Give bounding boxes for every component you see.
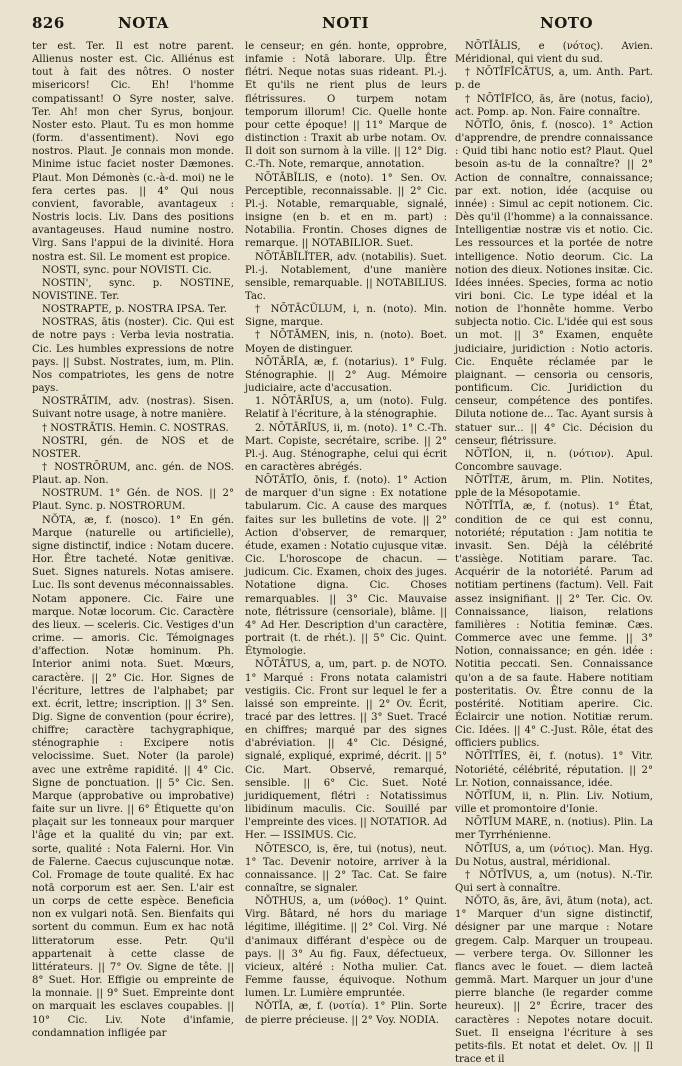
entry-notaculum: † NŌTĀCŬLUM, i, n. (noto). Min. Signe, marque. [245,304,447,329]
entry-nostri: NOSTRI, gén. de NOS et de NOSTER. [32,435,234,460]
running-header [0,14,682,36]
entry-nosti: NOSTI, sync. pour NOVISTI. Cic. [42,264,212,276]
entry-nostratim: NOSTRĀTIM, adv. (nostras). Sisen. Suivant notre usage, à notre manière. [32,396,234,421]
entry-notivus: † NŌTĬVUS, a, um (notus). N.-Tir. Qui sert à connaître. [455,869,653,894]
entry-nostras: NOSTRAS, ātis (noster). Cic. Qui est de notre pays : Verba levia nostratia. Cic. Les humbles expressions de notre pays. || Subst. Nostrates, ium, m. Plin. Nos compatriotes, les gens de notre pays. [32,317,234,395]
column-left [32,40,234,1039]
entry-notamen: † NŌTĀMEN, inis, n. (noto). Boet. Moyen de distinguer. [245,330,447,355]
entry-notarius-1: 1. NŌTĀRĬUS, a, um (noto). Fulg. Relatif à l'écriture, à la sténographie. [245,396,447,421]
entry-notities: NŌTĬTĬES, ēi, f. (notus). 1° Vitr. Notoriété, célébrité, réputation. || 2° Lr. Notion, connaissance, idée. [455,751,653,789]
column-center [245,40,447,1026]
entry-notabiliter: NŌTĀBĬLĬTER, adv. (notabilis). Suet. Pl.-j. Notablement, d'une manière sensible, remarquable. || NOTABILIUS. Tac. [245,251,447,302]
guide-word-right: NOTO [540,14,594,32]
entry-nothus: NŎTHUS, a, um (νόθος). 1° Quint. Virg. Bâtard, né hors du mariage légitime, illégitime. || 2° Col. Virg. Né d'animaux différant d'espèce ou de pays. || 3° Au fig. Faux, défectueux, vicieux, altéré : Notha mulier. Cat. Femme fausse, équivoque. Nothum lumen. Lr. Lumière empruntée. [245,896,447,1000]
entry-notabilis: NŌTĀBĬLIS, e (noto). 1° Sen. Ov. Perceptible, reconnaissable. || 2° Cic. Pl.-j. Notable, remarquable, signalé, insigne (en b. et en m. part) : Notabilia. Frontin. Choses dignes de remarque. || NOTABILIOR. Suet. [245,172,447,250]
entry-notia: NŎTĬA, æ, f. (νοτία). 1° Plin. Sorte de pierre précieuse. || 2° Voy. NODIA. [245,1001,447,1026]
entry-notialis: NŌTĬĀLIS, e (νότος). Avien. Méridional, qui vient du sud. [455,41,653,66]
entry-nostrum: NOSTRUM. 1° Gén. de NOS. || 2° Plaut. Sync. p. NOSTRORUM. [32,488,234,513]
entry-notitia: NŌTĬTĬA, æ, f. (notus). 1° État, condition de ce qui est connu, notoriété; réputation : Jam notitia te invasit. Sen. Déjà la célébrité t'assiège. Notitiam parare. Tac. Acquérir de la notoriété. Parum ad notitiam pertinens (factum). Vell. Fait assez insignifiant. || 2° Ter. Cic. Ov. Connaissance, liaison, relations familières : Notitia feminæ. Cæs. Commerce avec une femme. || 3° Notion, connaissance; en gén. idée : Notitia peccati. Sen. Connaissance qu'on a de sa faute. Habere notitiam posteritatis. Ov. Être connu de la postérité. Notitiam aperire. Cic. Éclaircir une notion. Notitiæ rerum. Cic. Idées. || 4° C.-Just. Rôle, état des officiers publics. [455,501,653,750]
entry-nota: NŎTA, æ, f. (nosco). 1° En gén. Marque (naturelle ou artificielle), signe distinctif, indice : Notam ducere. Hor. Être tacheté. Notæ genitivæ. Suet. Signes naturels. Notas amisere. Luc. Ils sont devenus méconnaissables. Notam apponere. Cic. Faire une marque. Notæ locorum. Cic. Caractère des lieux. — sceleris. Cic. Vestiges d'un crime. — amoris. Cic. Témoignages d'affection. Notæ hominum. Ph. Interior animi nota. Suet. Mœurs, caractère. || 2° Cic. Hor. Signes de l'écriture, lettres de l'alphabet; par ext. écrit, lettre; inscription. || 3° Sen. Dig. Signe de convention (pour écrire), chiffre; caractère tachygraphique, sténographie : Excipere notis velocissime. Suet. Noter (la parole) avec une extrême rapidité. || 4° Cic. Signe de ponctuation. || 5° Cic. Sen. Marque (approbative ou improbative) faite sur un livre. || 6° Étiquette qu'on plaçait sur les tonneaux pour marquer l'âge et la qualité du vin; par ext. sorte, qualité : Nota Falerni. Hor. Vin de Falerne. Caecus cujuscunque notæ. Col. Fromage de toute qualité. Ex hac notā corporum est aer. Sen. L'air est un corps de cette espèce. Beneficia non ex vulgari notā. Sen. Bienfaits qui sortent du commun. Eum ex hac notā litteratorum esse. Petr. Qu'il appartenait à cette classe de littérateurs. || 7° Ov. Signe de tête. || 8° Suet. Hor. Effigie ou empreinte de la monnaie. || 9° Suet. Empreinte dont on marquait les esclaves coupables. || 10° Cic. Liv. Note d'infamie, condamnation infligée par [32,514,234,1039]
entry-nostin: NOSTIN', sync. p. NOSTINE, NOVISTINE. Ter. [32,277,234,302]
entry-notaria: NŌTĀRĬA, æ, f. (notarius). 1° Fulg. Sténographie. || 2° Aug. Mémoire judiciaire, acte d'accusation. [245,356,447,395]
entry-notarius-2: 2. NŌTĀRĬUS, ii, m. (noto). 1° C.-Th. Mart. Copiste, secrétaire, scribe. || 2° Pl.-j. Aug. Sténographe, celui qui écrit en caractères abrégés. [245,422,447,473]
entry-notesco: NŌTESCO, is, ēre, tui (notus), neut. 1° Tac. Devenir notoire, arriver à la connaissance. || 2° Tac. Cat. Se faire connaître, se signaler. [245,843,447,894]
entry-notatus: NŌTĀTUS, a, um, part. p. de NOTO. 1° Marqué : Frons notata calamistri vestigiis. Cic. Front sur lequel le fer a laissé son empreinte. || 2° Ov. Écrit, tracé par des lettres. || 3° Suet. Tracé en chiffres; marqué par des signes d'abréviation. || 4° Cic. Désigné, signalé, expliqué, exprimé, décrit. || 5° Cic. Mart. Observé, remarqué, sensible. || 6° Cic. Suet. Noté juridiquement, flétri : Notatissimus libidinum maculis. Cic. Souillé par l'empreinte des vices. || NOTATIOR. Ad Her. — ISSIMUS. Cic. [245,659,447,842]
entry-notatio: NŌTĀTĬO, ōnis, f. (noto). 1° Action de marquer d'un signe : Ex notatione tabularum. Cic. A cause des marques faites sur les bulletins de vote. || 2° Action d'observer, de remarquer, étude, examen : Notatio cujusque vitæ. Cic. L'horoscope de chacun. — judicum. Cic. Examen, choix des juges. Notatione digna. Cic. Choses remarquables. || 3° Cic. Mauvaise note, flétrissure (censoriale), blâme. || 4° Ad Her. Description d'un caractère, portrait (t. de rhét.). || 5° Cic. Quint. Étymologie. [245,475,447,658]
entry-nostrapte: NOSTRAPTE, p. NOSTRA IPSA. Ter. [42,304,227,316]
entry-notio: NŌTĬO, ōnis, f. (nosco). 1° Action d'apprendre, de prendre connaissance : Quid tibi hanc notio est? Plaut. Quel besoin as-tu de la connaître? || 2° Action de connaître, connaissance; par ext. notion, idée (acquise ou innée) : Simul ac cepit notionem. Cic. Dès qu'il (l'homme) a la connaissance. Intelligentiæ nostræ vis et notio. Cic. Les ressources et la portée de notre intelligence. Notio deorum. Cic. La notion des dieux. Notiones insitæ. Cic. Idées innées. Species, forma ac notio viri boni. Cic. Le type idéal et la notion de l'honnête homme. Verbo subjecta notio. Cic. L'idée qui est sous un mot. || 3° Examen, enquête judiciaire, juridiction : Notio actoris. Cic. Enquête réclamée par le plaignant. — censoria ou censoris, pontificum. Cic. Juridiction du censeur, compétence des pontifes. Diluta notione de... Tac. Ayant sursis à statuer sur... || 4° Cic. Décision du censeur, flétrissure. [455,119,653,447]
guide-word-left: NOTA [118,14,169,32]
entry-nostratis: † NOSTRĀTIS. Hemin. C. NOSTRAS. [42,422,229,434]
entry-notion: NŌTĬON, ii, n. (νότιον). Apul. Concombre sauvage. [455,448,653,473]
entry-nostrorum: † NOSTRŌRUM, anc. gén. de NOS. Plaut. ap. Non. [32,462,234,487]
entry-notium-mare: NŌTĬUM MARE, n. (notius). Plin. La mer Tyrrhénienne. [455,817,653,842]
entry-continuation: ter est. Ter. Il est notre parent. Allienus noster est. Cic. Alliénus est tout à fait des nôtres. O noster misericors! Cic. Eh! l'homme compatissant! O Syre noster, salve. Ter. Ah! mon cher Syrus, bonjour. Noster esto. Plaut. Tu es mon homme (form. d'assentiment). Novi ego nostros. Plaut. Je connais mon monde. Minime istuc faciet noster Dæmones. Plaut. Mon Démonès (c.-à-d. moi) ne le fera certes pas. || 4° Qui nous convient, favorable, avantageux : Nostris locis. Liv. Dans des positions avantageuses. Haud numine nostro. Virg. Sans l'appui de la divinité. Hora nostra est. Sil. Le moment est propice. [32,41,234,263]
guide-word-center: NOTI [322,14,369,32]
entry-noto: NŎTO, ās, āre, āvi, ātum (nota), act. 1° Marquer d'un signe distinctif, désigner par une marque : Notare gregem. Calp. Marquer un troupeau. — verbere terga. Ov. Sillonner les flancs avec le fouet. — diem lacteā gemmā. Mart. Marquer un jour d'une pierre blanche (le regarder comme heureux). || 2° Écrire, tracer des caractères : Nepotes notare docuit. Suet. Il enseigna l'écriture à ses petits-fils. Et notat et delet. Ov. || Il trace et il [455,896,653,1066]
column-right [455,40,653,1066]
entry-notificatus: † NŌTĬFĬCĀTUS, a, um. Anth. Part. p. de [455,67,653,92]
entry-notius: NŌTĬUS, a, um (νότιος). Man. Hyg. Du Notus, austral, méridional. [455,843,653,868]
page-number: 826 [32,14,65,32]
entry-notium: NŌTĬUM, ii, n. Plin. Liv. Notium, ville et promontoire d'Ionie. [455,790,653,816]
entry-continuation: le censeur; en gén. honte, opprobre, infamie : Notā laborare. Ulp. Être flétri. Neque notas suas rideant. Pl.-j. Et qu'ils ne rient plus de leurs flétrissures. O turpem notam temporum illorum! Cic. Quelle honte pour cette époque! || 11° Marque de distinction : Traxit ab urbe notam. Ov. Il doit son surnom à la ville. || 12° Dig. C.-Th. Note, remarque, annotation. [245,41,447,171]
entry-notifico: † NŌTĬFĬCO, ās, āre (notus, facio), act. Pomp. ap. Non. Faire connaître. [455,93,653,118]
entry-notitae: NŌTĬTÆ, ārum, m. Plin. Notites, pple de la Mésopotamie. [455,475,653,500]
